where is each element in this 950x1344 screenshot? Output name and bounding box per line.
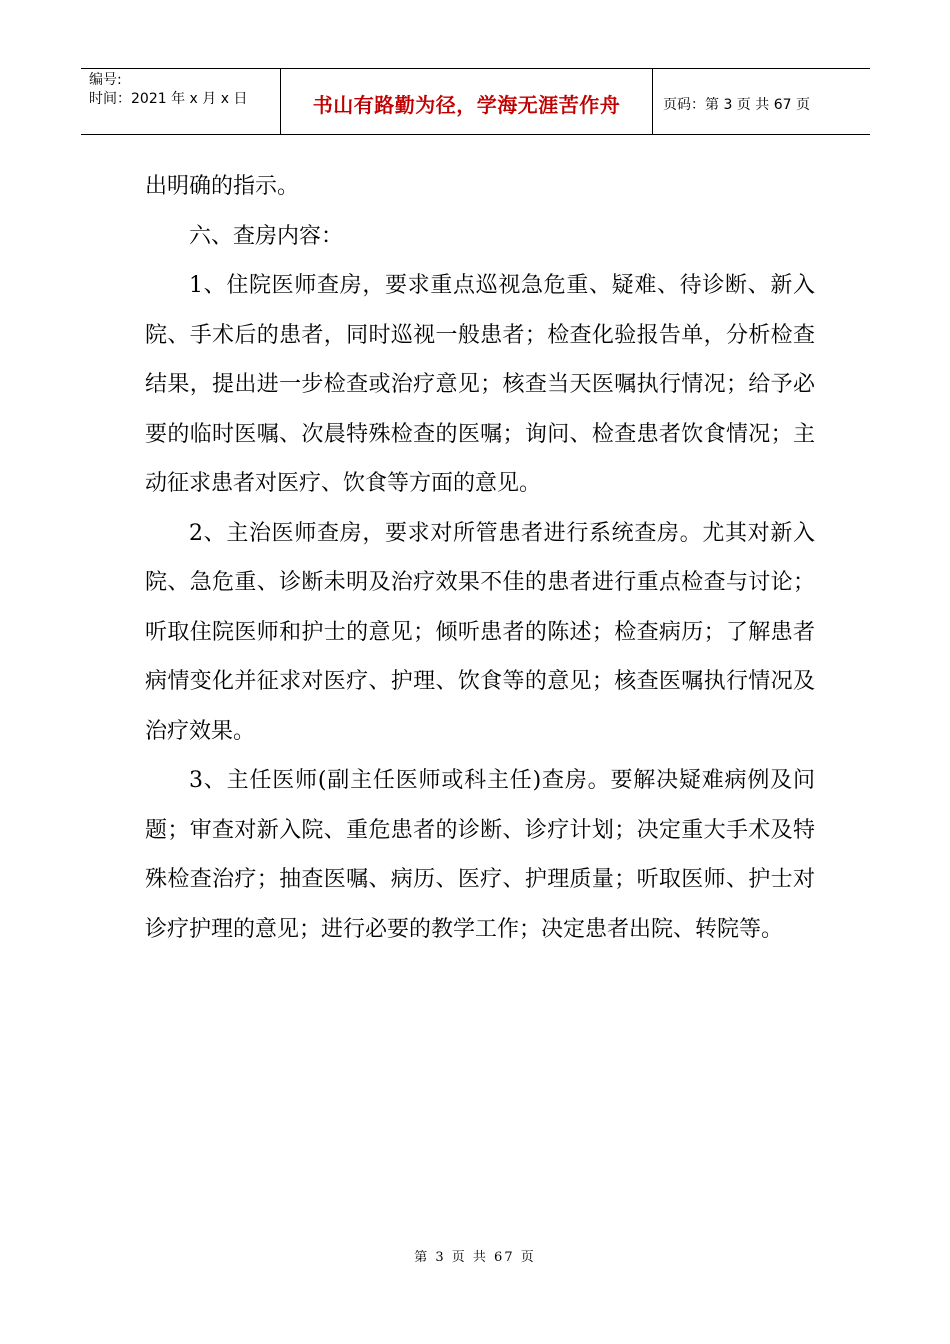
paragraph-resident-rounds: 1、住院医师查房，要求重点巡视急危重、疑难、待诊断、新入院、手术后的患者，同时巡视一般患者；检查化验报告单，分析检查结果，提出进一步检查或治疗意见；核查当天医嘱执行情况；给予必要的临时医嘱、次晨特殊检查的医嘱；询问、检查患者饮食情况；主动征求患者对医疗、饮食等方面的意见。 — [145, 273, 815, 496]
paragraph-chief-rounds: 3、主任医师(副主任医师或科主任)查房。要解决疑难病例及问题；审查对新入院、重危患者的诊断、诊疗计划；决定重大手术及特殊检查治疗；抽查医嘱、病历、医疗、护理质量；听取医师、护士对诊疗护理的意见；进行必要的教学工作；决定患者出院、转院等。 — [145, 768, 815, 942]
paragraph-continuation: 出明确的指示。 — [145, 174, 300, 199]
document-body — [145, 162, 815, 954]
header-motto: 书山有路勤为径，学海无涯苦作舟 — [312, 93, 621, 117]
header-page-info: 页码：第 3 页 共 67 页 — [663, 96, 810, 113]
page-header — [81, 68, 870, 135]
header-motto-cell — [281, 69, 653, 134]
paragraph-attending-rounds: 2、主治医师查房，要求对所管患者进行系统查房。尤其对新入院、急危重、诊断未明及治疗效果不佳的患者进行重点检查与讨论；听取住院医师和护士的意见；倾听患者的陈述；检查病历；了解患者病情变化并征求对医疗、护理、饮食等的意见；核查医嘱执行情况及治疗效果。 — [145, 520, 815, 744]
section-heading: 六、查房内容： — [189, 223, 344, 249]
page-footer: 第 3 页 共 67 页 — [414, 1250, 536, 1265]
document-number-label: 编号: — [89, 72, 122, 88]
document-date: 时间：2021 年 x 月 x 日 — [89, 91, 248, 107]
header-meta — [81, 69, 281, 134]
